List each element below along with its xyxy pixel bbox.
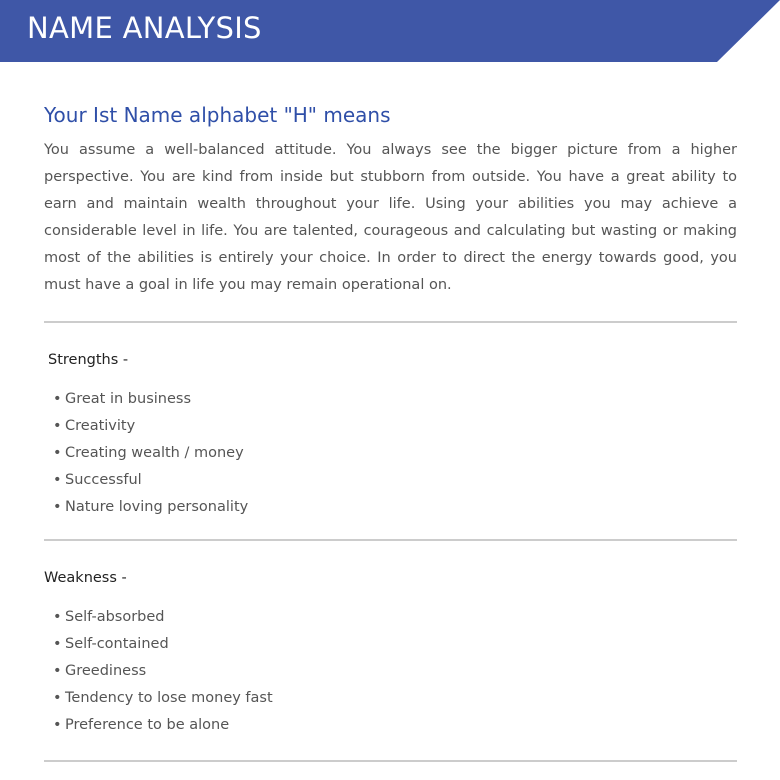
section-divider [44, 760, 737, 762]
meaning-heading: Your Ist Name alphabet "H" means [44, 103, 391, 127]
weakness-item-label: Self-absorbed [65, 609, 165, 625]
strength-item [53, 494, 737, 521]
analysis-content [44, 101, 737, 762]
bullet-icon: • [53, 499, 62, 515]
weakness-item [53, 631, 737, 658]
bullet-icon: • [53, 636, 62, 652]
strength-item-label: Creating wealth / money [65, 445, 244, 461]
strength-item [53, 386, 737, 413]
bullet-icon: • [53, 418, 62, 434]
strength-item [53, 467, 737, 494]
weakness-item-label: Self-contained [65, 636, 169, 652]
strength-item [53, 440, 737, 467]
weakness-item-label: Preference to be alone [65, 717, 230, 733]
strength-item-label: Creativity [65, 418, 136, 434]
weakness-item-label: Greediness [65, 663, 147, 679]
weakness-item [53, 658, 737, 685]
bullet-icon: • [53, 391, 62, 407]
bullet-icon: • [53, 472, 62, 488]
strength-item [53, 413, 737, 440]
bullet-icon: • [53, 717, 62, 733]
weakness-item [53, 685, 737, 712]
strengths-list [44, 386, 737, 521]
bullet-icon: • [53, 445, 62, 461]
bullet-icon: • [53, 690, 62, 706]
bullet-icon: • [53, 609, 62, 625]
weakness-item [53, 712, 737, 739]
meaning-paragraph: You assume a well-balanced attitude. You always see the bigger picture from a higher perspective. You are kind from inside but stubborn from outside. You have a great ability to earn and maintain wealth throughout your life. Using your abilities you may achieve a considerable level in life. You are talented, courageous and calculating but wasting or making most of the abilities is entirely your choice. In order to direct the energy towards good, you must have a goal in life you may remain operational on. [44, 142, 737, 293]
page-title: NAME ANALYSIS [27, 11, 262, 45]
weakness-title: Weakness - [44, 570, 127, 586]
header-banner [0, 0, 780, 62]
strength-item-label: Nature loving personality [65, 499, 249, 515]
strengths-title: Strengths - [48, 352, 129, 368]
section-divider [44, 321, 737, 323]
weakness-list [44, 604, 737, 739]
strength-item-label: Great in business [65, 391, 192, 407]
weakness-item-label: Tendency to lose money fast [65, 690, 273, 706]
section-divider [44, 539, 737, 541]
weakness-item [53, 604, 737, 631]
bullet-icon: • [53, 663, 62, 679]
strength-item-label: Successful [65, 472, 142, 488]
